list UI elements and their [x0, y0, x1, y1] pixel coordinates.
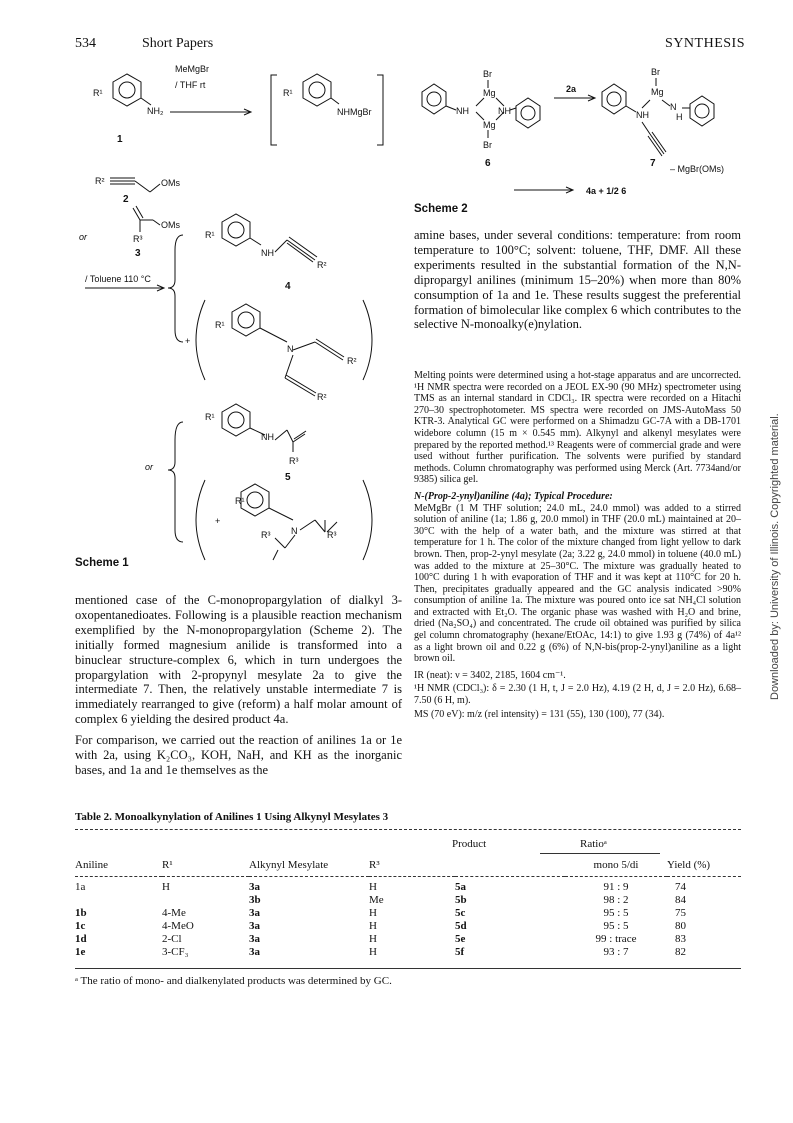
label-or: or	[145, 462, 154, 472]
cell-r3: H	[369, 919, 377, 932]
table-header-row	[75, 858, 741, 871]
cell-product: 5d	[455, 919, 467, 932]
cell-aniline: 1c	[75, 919, 86, 932]
compound-5-label: 5	[285, 472, 291, 483]
cell-ratio: 95 : 5	[603, 906, 629, 919]
label-h: H	[676, 112, 683, 122]
scheme-1-caption: Scheme 1	[75, 557, 129, 569]
products-label: 4a + 1/2 6	[586, 186, 627, 196]
compound-1-label: 1	[117, 134, 123, 145]
cell-aniline: 1b	[75, 906, 87, 919]
label-mg: Mg	[651, 87, 664, 97]
table-row	[75, 945, 741, 958]
cell-aniline: 1a	[75, 880, 86, 893]
monoalkynylation-table	[75, 858, 741, 958]
cell-mesylate: 3a	[249, 932, 260, 945]
label-r3: R³	[133, 234, 143, 244]
label-r3: R³	[289, 456, 299, 466]
procedure-title: N-(Prop-2-ynyl)aniline (4a); Typical Procedure:	[414, 490, 613, 502]
cell-ratio: 99 : trace	[595, 932, 637, 945]
cell-aniline: 1e	[75, 945, 86, 958]
cell-r3: H	[369, 945, 377, 958]
label-nh: NH	[456, 106, 469, 116]
label-r2: R²	[317, 260, 327, 270]
left-column-text	[75, 593, 402, 784]
label-mg: Mg	[483, 120, 496, 130]
cell-r3: Me	[369, 893, 384, 906]
cell-r1: 3-CF₃	[162, 945, 189, 958]
column-header: Yield (%)	[667, 858, 711, 871]
cell-yield: 75	[675, 906, 686, 919]
scheme-1-diagram	[75, 60, 395, 570]
cell-yield: 74	[675, 880, 686, 893]
cell-mesylate: 3a	[249, 906, 260, 919]
cell-yield: 82	[675, 945, 686, 958]
cell-mesylate: 3a	[249, 945, 260, 958]
table-group-header: Product	[452, 838, 487, 850]
label-r1: R¹	[93, 88, 103, 98]
label-r1: R¹	[235, 496, 245, 506]
procedure-text: MeMgBr (1 M THF solution; 24.0 mL, 24.0 mmol) was added to a stirred solution of aniline (1a; 1.86 g, 20.0 mmol) in THF (20.0 mL) maintained at 20–30°C with the help of a water bath, and the mixture was stirred at that temperature for 1 h. The color of the mixture changed from light yellow to dark brown. Then, prop-2-ynyl mesylate (2a; 3.22 g, 24.0 mmol) in toluene (40.0 mL) was added to the mixture at 25–30°C. The mixture was gradually heated to 100°C during 1 h with evaporation of THF and it was kept at 110°C for 20 h. Then, precipitates gradually appeared and the GC analysis indicated >90% consumption of aniline 1a. The mixture was poured onto ice sat NH₄Cl solution and extracted with Et₂O. The organic phase was washed with H₂O and brine, dried (Na₂SO₄) and concentrated. The crude oil obtained was purified by silica gel column chromatography (hexane/EtOAc, 14:1) to give 1.93 g (74%) of 4a¹² as a light brown oil and 0.22 g (6%) of N,N-bis(prop-2-ynyl)aniline as a light brown oil.	[414, 502, 741, 665]
compound-7-label: 7	[650, 158, 656, 169]
compound-2-label: 2	[123, 194, 129, 205]
plus-sign: +	[185, 336, 191, 346]
label-nh: NH	[261, 432, 274, 442]
label-r1: R¹	[215, 320, 225, 330]
label-r1: R¹	[283, 88, 293, 98]
label-r3: R³	[261, 530, 271, 540]
label-r2: R²	[347, 356, 357, 366]
label-n: N	[287, 344, 294, 354]
ms-data: MS (70 eV): m/z (rel intensity) = 131 (55), 130 (100), 77 (34).	[414, 708, 665, 720]
experimental-section	[414, 370, 741, 725]
table-title: Table 2. Monoalkynylation of Anilines 1 Using Alkynyl Mesylates 3	[75, 811, 389, 823]
cell-r3: H	[369, 880, 377, 893]
cell-r3: H	[369, 932, 377, 945]
cell-ratio: 95 : 5	[603, 919, 629, 932]
column-header: R³	[369, 858, 380, 871]
cell-aniline: 1d	[75, 932, 87, 945]
paragraph: mentioned case of the C-monopropargylation of dialkyl 3-oxopentanedioates. Following is a plausible reaction mechanism exemplified by the N-monopropargylation (Scheme 2). The initially formed magnesium anilide is transformed into a binuclear structure-complex 6, which in turn undergoes the propargylation with 2-propynyl mesylate 2a to give the intermediate 7. Then, the relatively unstable intermediate 7 is immediately rearranged to give (reform) a half molar amount of complex 6 yielding the desired product 4a.	[75, 593, 402, 727]
label-br: Br	[483, 69, 492, 79]
compound-3-label: 3	[135, 248, 141, 259]
cell-yield: 84	[675, 893, 686, 906]
experimental-general: Melting points were determined using a hot-stage apparatus and are uncorrected. ¹H NMR spectra were recorded on a JEOL EX-90 (90 MHz) spectrometer using TMS as an internal standard in CDCl₃. IR spectra were recorded on a Hitachi 270–30 spectrophotometer. MS spectra were recorded on JMS-AutoMass 50 KTR-3. Analytical GC were performed on a Shimadzu GC-7A with a DB-1701 widebore column (15 m × 0.545 mm). Alkynyl and alkenyl mesylates were prepared by the reported method.¹³ Reagents were of commercial grade and were used without further purification. The solvents were purified by standard methods. Column chromatography was performed using Merck (Art. 7734and/or 9385) silica gel.	[414, 370, 741, 486]
compound-4-label: 4	[285, 281, 291, 292]
column-header: Alkynyl Mesylate	[249, 858, 329, 871]
label-n: N	[670, 102, 677, 112]
table-footnote: ᵃ The ratio of mono- and dialkenylated products was determined by GC.	[75, 975, 392, 987]
label-r1: R¹	[205, 412, 215, 422]
cell-r3: H	[369, 906, 377, 919]
cell-product: 5b	[455, 893, 467, 906]
table-ratio-header: Ratioᵃ	[580, 838, 607, 850]
table-row	[75, 906, 741, 919]
label-br: Br	[483, 140, 492, 150]
cell-r1: 2-Cl	[162, 932, 182, 945]
cell-mesylate: 3b	[249, 893, 261, 906]
right-column-text	[414, 228, 741, 338]
table-row	[75, 880, 741, 893]
scheme-2-caption: Scheme 2	[414, 203, 468, 215]
column-header: Aniline	[75, 858, 108, 871]
label-nh: NH	[261, 248, 274, 258]
reagent-thf: / THF rt	[175, 80, 206, 90]
label-nh2: NH₂	[147, 106, 164, 116]
cell-r1: 4-Me	[162, 906, 186, 919]
conditions-label: / Toluene 110 °C	[85, 274, 151, 284]
cell-product: 5a	[455, 880, 466, 893]
label-nh: NH	[636, 110, 649, 120]
label-r2: R²	[317, 392, 327, 402]
cell-product: 5c	[455, 906, 466, 919]
label-r3: R³	[327, 530, 337, 540]
cell-ratio: 98 : 2	[603, 893, 629, 906]
cell-product: 5f	[455, 945, 465, 958]
compound-6-label: 6	[485, 158, 491, 169]
reagent-memgbr: MeMgBr	[175, 64, 210, 74]
journal-name: SYNTHESIS	[665, 36, 745, 51]
section-title: Short Papers	[142, 36, 214, 51]
column-header	[455, 858, 565, 871]
label-oms: OMs	[161, 220, 180, 230]
paragraph: amine bases, under several conditions: temperature: from room temperature to 100°C; solvent: toluene, THF, DMF. All these experiments resulted in the substantial formation of the N,N-dipropargyl anilines (minimum 15–20%) when more than 80% consumption of 1a and 1e. These results suggest the preferential formation of bimolecular like complex 6 which contributes to the selective N-monoalky(e)nylation.	[414, 228, 741, 332]
cell-yield: 83	[675, 932, 686, 945]
cell-aniline	[75, 893, 162, 906]
plus-sign: +	[215, 516, 221, 526]
cell-ratio: 91 : 9	[603, 880, 629, 893]
ir-data: IR (neat): ν = 3402, 2185, 1604 cm⁻¹.	[414, 669, 566, 681]
label-or: or	[79, 232, 88, 242]
cell-r1	[162, 893, 249, 906]
label-mg: Mg	[483, 88, 496, 98]
table-row	[75, 893, 741, 906]
reagent-2a: 2a	[566, 84, 577, 94]
label-nhmgbr: NHMgBr	[337, 107, 372, 117]
paragraph: For comparison, we carried out the reaction of anilines 1a or 1e with 2a, using K₂CO₃, KOH, NaH, and KH as the inorganic bases, and 1a and 1e themselves as the	[75, 733, 402, 777]
table-row	[75, 919, 741, 932]
column-header: R¹	[162, 858, 173, 871]
cell-yield: 80	[675, 919, 686, 932]
column-header: mono 5/di	[593, 858, 639, 871]
scheme-2-diagram	[414, 62, 749, 202]
page-number: 534	[75, 36, 96, 51]
nmr-data: ¹H NMR (CDCl₃): δ = 2.30 (1 H, t, J = 2.0 Hz), 4.19 (2 H, d, J = 2.0 Hz), 6.68–7.50 (6 H, m).	[414, 683, 741, 707]
cell-ratio: 93 : 7	[603, 945, 629, 958]
label-r2: R²	[95, 176, 105, 186]
label-br: Br	[651, 67, 660, 77]
cell-mesylate: 3a	[249, 919, 260, 932]
cell-r1: H	[162, 880, 170, 893]
download-notice: Downloaded by: University of Illinois. Copyrighted material.	[769, 413, 781, 700]
cell-product: 5e	[455, 932, 466, 945]
cell-r1: 4-MeO	[162, 919, 194, 932]
label-r1: R¹	[205, 230, 215, 240]
label-oms: OMs	[161, 178, 180, 188]
cell-mesylate: 3a	[249, 880, 260, 893]
table-row	[75, 932, 741, 945]
label-n: N	[291, 526, 298, 536]
label-nh: NH	[498, 106, 511, 116]
byproduct-label: – MgBr(OMs)	[670, 164, 724, 174]
